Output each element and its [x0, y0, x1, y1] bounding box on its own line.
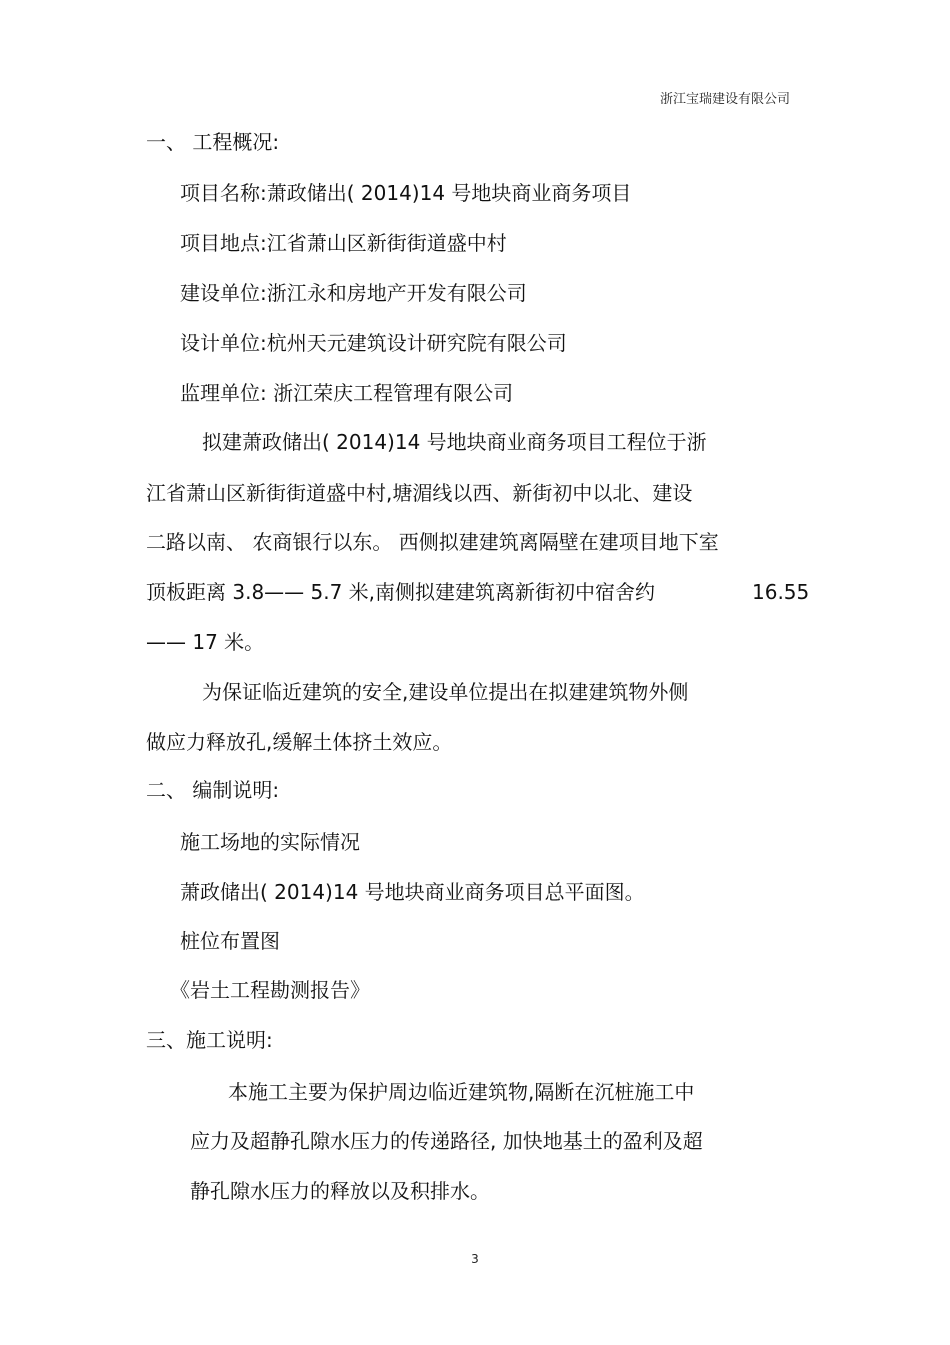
construction-line: 静孔隙水压力的释放以及积排水。	[190, 1179, 490, 1203]
builder-unit: 建设单位:浙江永和房地产开发有限公司	[180, 281, 527, 305]
basis-item: 《岩土工程勘测报告》	[170, 978, 370, 1002]
construction-line: 应力及超静孔隙水压力的传递路径, 加快地基土的盈利及超	[190, 1129, 703, 1153]
construction-line: 本施工主要为保护周边临近建筑物,隔断在沉桩施工中	[228, 1080, 695, 1104]
section2-heading: 二、 编制说明:	[146, 778, 280, 802]
section3-heading: 三、施工说明:	[146, 1028, 273, 1052]
project-name: 项目名称:萧政储出( 2014)14 号地块商业商务项目	[180, 181, 632, 205]
page-header-company: 浙江宝瑞建设有限公司	[659, 92, 790, 107]
project-location: 项目地点:江省萧山区新街街道盛中村	[180, 231, 507, 255]
description-line: 二路以南、 农商银行以东。 西侧拟建建筑离隔壁在建项目地下室	[146, 530, 719, 554]
basis-item: 桩位布置图	[180, 929, 280, 953]
page-number: 3	[471, 1252, 479, 1266]
description-line: —— 17 米。	[146, 630, 265, 654]
basis-item: 施工场地的实际情况	[180, 830, 360, 854]
description-line: 江省萧山区新街街道盛中村,塘湄线以西、新街初中以北、建设	[146, 481, 693, 505]
section1-heading: 一、 工程概况:	[146, 130, 280, 154]
description-line: 顶板距离 3.8—— 5.7 米,南侧拟建建筑离新街初中宿舍约	[146, 580, 656, 604]
design-unit: 设计单位:杭州天元建筑设计研究院有限公司	[180, 331, 567, 355]
supervision-unit: 监理单位: 浙江荣庆工程管理有限公司	[180, 381, 514, 405]
purpose-line: 为保证临近建筑的安全,建设单位提出在拟建建筑物外侧	[202, 680, 689, 704]
purpose-line: 做应力释放孔,缓解土体挤土效应。	[146, 730, 453, 754]
description-line: 拟建萧政储出( 2014)14 号地块商业商务项目工程位于浙	[202, 430, 707, 454]
description-distance-value: 16.55	[752, 580, 810, 604]
basis-item: 萧政储出( 2014)14 号地块商业商务项目总平面图。	[180, 880, 645, 904]
